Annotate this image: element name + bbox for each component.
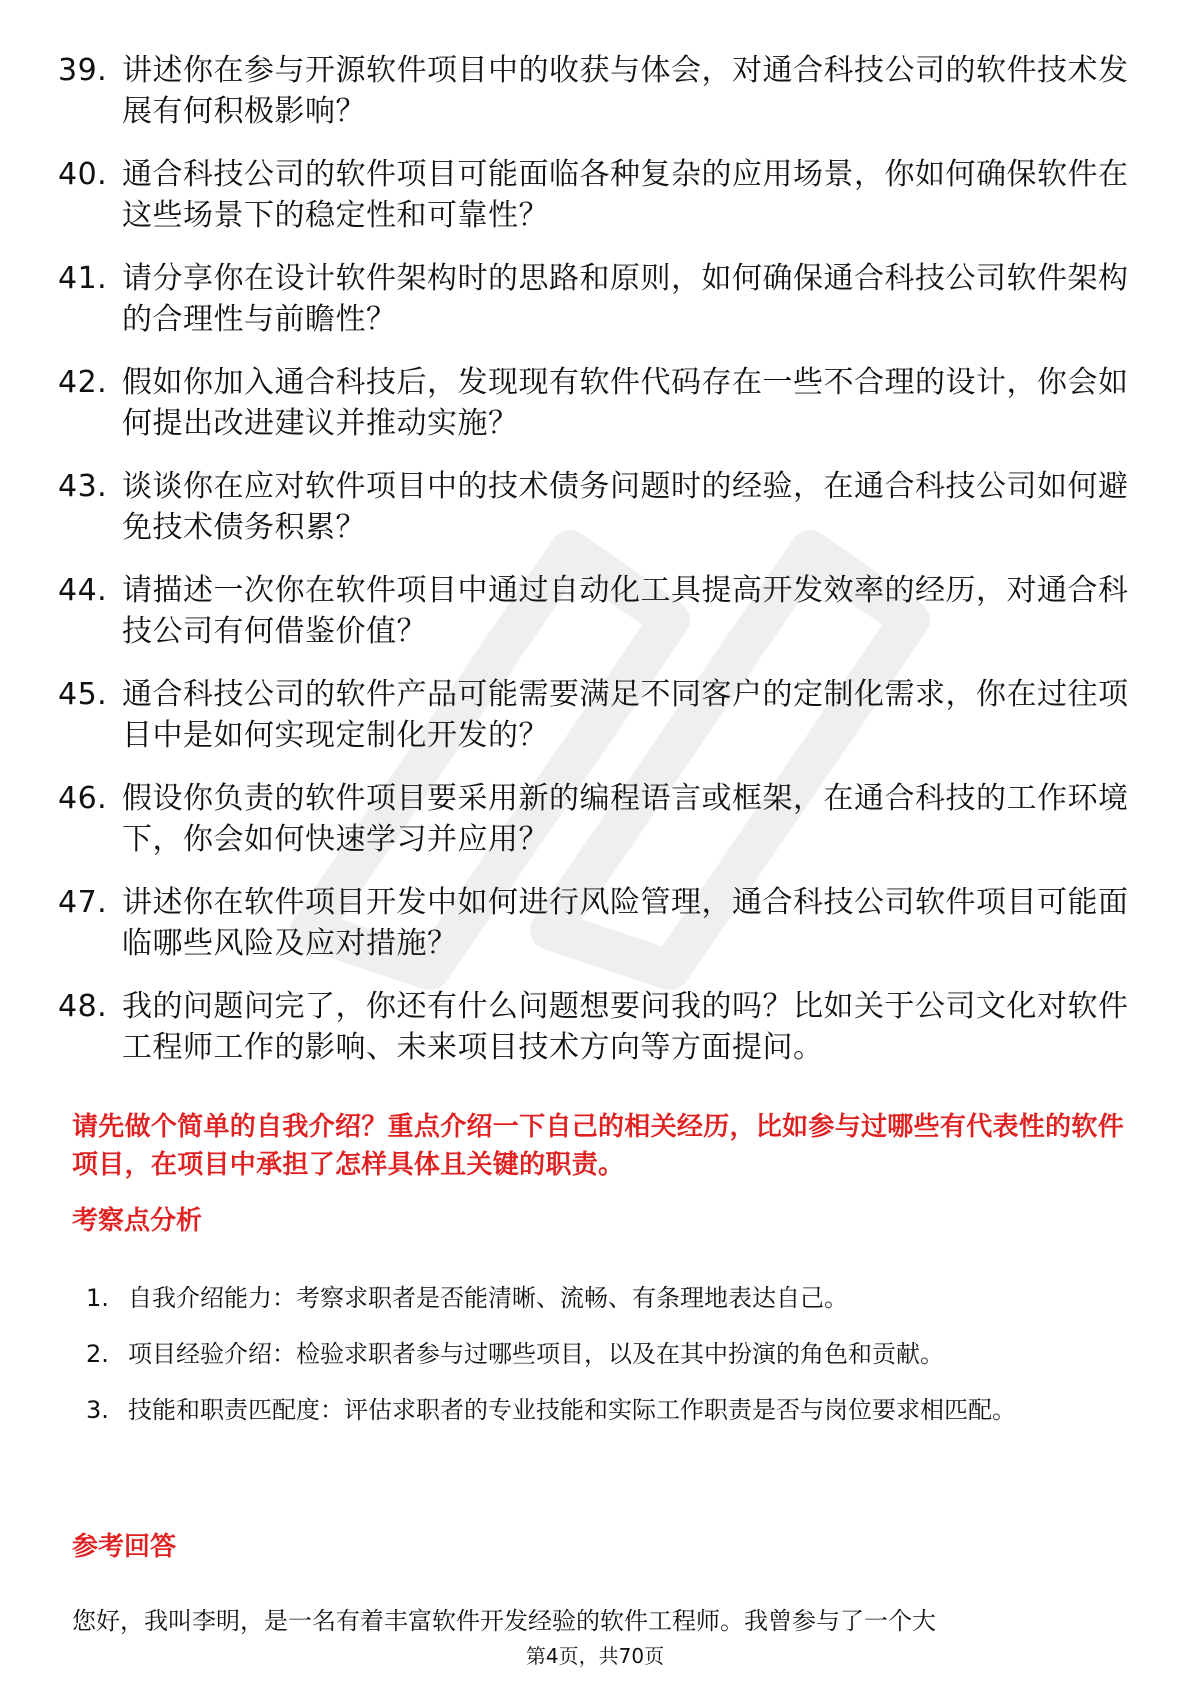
answer-text: 您好，我叫李明，是一名有着丰富软件开发经验的软件工程师。我曾参与了一个大	[72, 1607, 936, 1635]
analysis-heading: 考察点分析	[72, 1206, 203, 1236]
question-number: 40.	[58, 157, 108, 192]
analysis-list	[86, 1270, 1126, 1438]
question-number: 48.	[58, 989, 108, 1024]
question-list	[58, 50, 1138, 1090]
question-text: 通合科技公司的软件产品可能需要满足不同客户的定制化需求，你在过往项目中是如何实现定制化开发的？	[122, 677, 1129, 753]
analysis-item	[86, 1326, 1126, 1382]
highlight-question: 请先做个简单的自我介绍？重点介绍一下自己的相关经历，比如参与过哪些有代表性的软件项目，在项目中承担了怎样具体且关键的职责。	[72, 1112, 1125, 1180]
question-text: 通合科技公司的软件项目可能面临各种复杂的应用场景，你如何确保软件在这些场景下的稳定性和可靠性？	[122, 157, 1129, 233]
question-item	[58, 362, 1138, 444]
question-text: 谈谈你在应对软件项目中的技术债务问题时的经验，在通合科技公司如何避免技术债务积累？	[122, 469, 1129, 545]
question-number: 47.	[58, 885, 108, 920]
question-text: 讲述你在参与开源软件项目中的收获与体会，对通合科技公司的软件技术发展有何积极影响？	[122, 53, 1129, 129]
analysis-item	[86, 1382, 1126, 1438]
question-text: 请描述一次你在软件项目中通过自动化工具提高开发效率的经历，对通合科技公司有何借鉴价值？	[122, 573, 1129, 649]
question-number: 44.	[58, 573, 108, 608]
analysis-number: 3.	[86, 1396, 109, 1424]
question-item	[58, 986, 1138, 1068]
question-number: 43.	[58, 469, 108, 504]
question-item	[58, 466, 1138, 548]
analysis-number: 2.	[86, 1340, 109, 1368]
question-text: 假设你负责的软件项目要采用新的编程语言或框架，在通合科技的工作环境下，你会如何快速学习并应用？	[122, 781, 1129, 857]
question-item	[58, 570, 1138, 652]
question-item	[58, 50, 1138, 132]
question-item	[58, 258, 1138, 340]
question-item	[58, 674, 1138, 756]
answer-heading: 参考回答	[72, 1532, 177, 1562]
question-number: 45.	[58, 677, 108, 712]
question-item	[58, 882, 1138, 964]
analysis-text: 项目经验介绍：检验求职者参与过哪些项目，以及在其中扮演的角色和贡献。	[128, 1340, 944, 1368]
question-item	[58, 778, 1138, 860]
analysis-text: 自我介绍能力：考察求职者是否能清晰、流畅、有条理地表达自己。	[128, 1284, 848, 1312]
question-number: 46.	[58, 781, 108, 816]
question-number: 42.	[58, 365, 108, 400]
page-footer: 第4页，共70页	[525, 1644, 665, 1668]
analysis-number: 1.	[86, 1284, 109, 1312]
question-number: 39.	[58, 53, 108, 88]
question-text: 假如你加入通合科技后，发现现有软件代码存在一些不合理的设计，你会如何提出改进建议并推动实施？	[122, 365, 1129, 441]
question-item	[58, 154, 1138, 236]
question-text: 讲述你在软件项目开发中如何进行风险管理，通合科技公司软件项目可能面临哪些风险及应对措施？	[122, 885, 1129, 961]
question-text: 请分享你在设计软件架构时的思路和原则，如何确保通合科技公司软件架构的合理性与前瞻性？	[122, 261, 1129, 337]
question-text: 我的问题问完了，你还有什么问题想要问我的吗？比如关于公司文化对软件工程师工作的影响、未来项目技术方向等方面提问。	[122, 989, 1129, 1065]
analysis-text: 技能和职责匹配度：评估求职者的专业技能和实际工作职责是否与岗位要求相匹配。	[128, 1396, 1016, 1424]
analysis-item	[86, 1270, 1126, 1326]
question-number: 41.	[58, 261, 108, 296]
